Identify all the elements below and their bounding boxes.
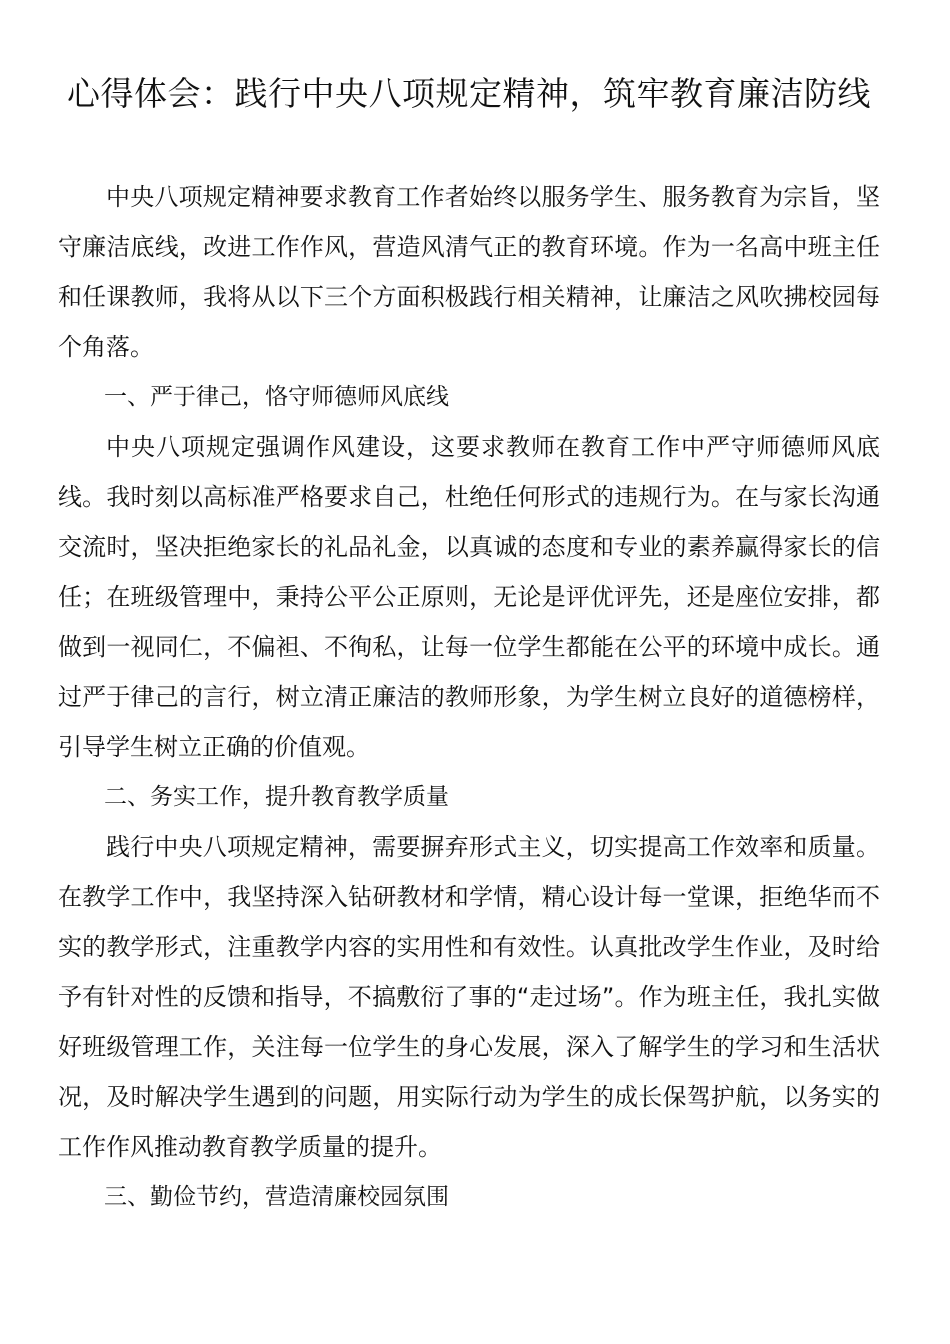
section-heading-2: 二、务实工作，提升教育教学质量 <box>104 784 449 810</box>
section-heading-1: 一、严于律己，恪守师德师风底线 <box>104 384 449 410</box>
document-title: 心得体会：践行中央八项规定精神，筑牢教育廉洁防线 <box>67 74 871 113</box>
section-2-paragraph: 践行中央八项规定精神，需要摒弃形式主义，切实提高工作效率和质量。在教学工作中，我坚持深入钻研教材和学情，精心设计每一堂课，拒绝华而不实的教学形式，注重教学内容的实用性和有效性。认真批改学生作业，及时给予有针对性的反馈和指导，不搞敷衍了事的“走过场”。作为班主任，我扎实做好班级管理工作，关注每一位学生的身心发展，深入了解学生的学习和生活状况，及时解决学生遇到的问题，用实际行动为学生的成长保驾护航，以务实的工作作风推动教育教学质量的提升。 <box>58 833 880 1161</box>
section-1-paragraph: 中央八项规定强调作风建设，这要求教师在教育工作中严守师德师风底线。我时刻以高标准严格要求自己，杜绝任何形式的违规行为。在与家长沟通交流时，坚决拒绝家长的礼品礼金，以真诚的态度和专业的素养赢得家长的信任；在班级管理中，秉持公平公正原则，无论是评优评先，还是座位安排，都做到一视同仁，不偏袒、不徇私，让每一位学生都能在公平的环境中成长。通过严于律己的言行，树立清正廉洁的教师形象，为学生树立良好的道德榜样，引导学生树立正确的价值观。 <box>58 433 880 761</box>
section-heading-3: 三、勤俭节约，营造清廉校园氛围 <box>104 1184 449 1210</box>
document-body <box>58 172 880 1222</box>
intro-paragraph: 中央八项规定精神要求教育工作者始终以服务学生、服务教育为宗旨，坚守廉洁底线，改进工作作风，营造风清气正的教育环境。作为一名高中班主任和任课教师，我将从以下三个方面积极践行相关精神，让廉洁之风吹拂校园每个角落。 <box>58 183 880 361</box>
